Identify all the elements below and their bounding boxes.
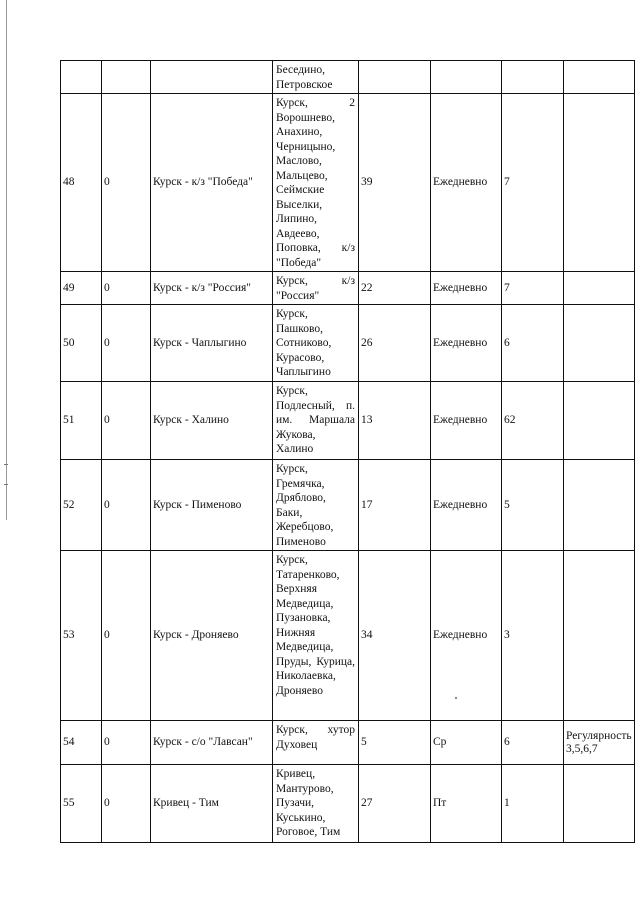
route-number-cell: 54 <box>61 721 102 765</box>
route-trips-cell: 1 <box>502 765 564 843</box>
scan-margin-tick <box>4 464 8 465</box>
scan-margin-line <box>6 0 7 520</box>
route-number-cell: 53 <box>61 551 102 721</box>
route-stops-cell: Курск, Татаренково, Верхняя Медведица, Пузановка, Нижняя Медведица, Пруды, Курица, Николаевка, Дроняево <box>273 551 359 721</box>
route-stops-cell: Курск, хутор Духовец <box>273 721 359 765</box>
route-number-cell: 48 <box>61 94 102 272</box>
route-length-cell: 13 <box>359 382 431 460</box>
scan-margin-tick <box>4 484 8 485</box>
route-number-cell: 50 <box>61 305 102 382</box>
route-schedule-cell: Ежедневно <box>431 272 502 305</box>
route-name-cell: Курск - Чаплыгино <box>151 305 273 382</box>
route-trips-cell <box>502 61 564 94</box>
route-number-cell: 49 <box>61 272 102 305</box>
route-code-cell: 0 <box>102 460 151 551</box>
route-trips-cell: 3 <box>502 551 564 721</box>
route-code-cell: 0 <box>102 765 151 843</box>
route-note-cell: Регулярность 3,5,6,7 <box>564 721 635 765</box>
route-trips-cell: 5 <box>502 460 564 551</box>
route-note-cell <box>564 272 635 305</box>
route-code-cell: 0 <box>102 305 151 382</box>
route-length-cell: 5 <box>359 721 431 765</box>
route-name-cell: Курск - к/з "Россия" <box>151 272 273 305</box>
route-stops-cell: Курск, Гремячка, Дряблово, Баки, Жеребцово, Пименово <box>273 460 359 551</box>
route-trips-cell: 6 <box>502 305 564 382</box>
route-code-cell <box>102 61 151 94</box>
route-code-cell: 0 <box>102 721 151 765</box>
route-code-cell: 0 <box>102 94 151 272</box>
route-note-cell <box>564 305 635 382</box>
table-row <box>61 765 635 843</box>
route-schedule-cell: Ежедневно <box>431 94 502 272</box>
route-length-cell: 27 <box>359 765 431 843</box>
route-name-cell: Курск - к/з "Победа" <box>151 94 273 272</box>
table-row <box>61 721 635 765</box>
route-stops-cell: Курск, Пашково, Сотниково, Курасово, Чаплыгино <box>273 305 359 382</box>
route-length-cell: 39 <box>359 94 431 272</box>
route-number-cell: 51 <box>61 382 102 460</box>
route-name-cell: Курск - Дроняево <box>151 551 273 721</box>
route-schedule-cell: Ежедневно <box>431 551 502 721</box>
route-length-cell: 17 <box>359 460 431 551</box>
route-trips-cell: 7 <box>502 272 564 305</box>
route-note-cell <box>564 61 635 94</box>
route-note-cell <box>564 551 635 721</box>
route-code-cell: 0 <box>102 272 151 305</box>
route-length-cell: 26 <box>359 305 431 382</box>
table-row <box>61 460 635 551</box>
table-row <box>61 272 635 305</box>
route-code-cell: 0 <box>102 551 151 721</box>
route-stops-cell: Курск, к/з "Россия" <box>273 272 359 305</box>
route-schedule-cell: Ежедневно <box>431 382 502 460</box>
route-stops-cell: Курск, Подлесный, п. им. Маршала Жукова, Халино <box>273 382 359 460</box>
route-number-cell <box>61 61 102 94</box>
route-length-cell: 22 <box>359 272 431 305</box>
route-code-cell: 0 <box>102 382 151 460</box>
route-note-cell <box>564 765 635 843</box>
table-row <box>61 551 635 721</box>
route-length-cell <box>359 61 431 94</box>
route-trips-cell: 62 <box>502 382 564 460</box>
route-stops-cell: Курск, 2 Ворошнево, Анахино, Черницыно, Маслово, Мальцево, Сеймские Выселки, Липино, Авдеево, Поповка, к/з "Победа" <box>273 94 359 272</box>
route-schedule-cell <box>431 61 502 94</box>
route-number-cell: 52 <box>61 460 102 551</box>
route-stops-cell: Беседино, Петровское <box>273 61 359 94</box>
route-stops-cell: Кривец, Мантурово, Пузачи, Куськино, Роговое, Тим <box>273 765 359 843</box>
route-name-cell <box>151 61 273 94</box>
route-length-cell: 34 <box>359 551 431 721</box>
route-schedule-cell: Ежедневно <box>431 305 502 382</box>
route-note-cell <box>564 460 635 551</box>
route-number-cell: 55 <box>61 765 102 843</box>
route-note-cell <box>564 94 635 272</box>
table-row <box>61 94 635 272</box>
route-name-cell: Курск - Пименово <box>151 460 273 551</box>
bus-routes-table <box>60 60 635 843</box>
route-note-cell <box>564 382 635 460</box>
table-row <box>61 305 635 382</box>
route-trips-cell: 6 <box>502 721 564 765</box>
route-name-cell: Кривец - Тим <box>151 765 273 843</box>
route-schedule-cell: Ежедневно <box>431 460 502 551</box>
route-schedule-cell: Пт <box>431 765 502 843</box>
route-trips-cell: 7 <box>502 94 564 272</box>
table-row-continuation <box>61 61 635 94</box>
route-name-cell: Курск - Халино <box>151 382 273 460</box>
table-row <box>61 382 635 460</box>
route-name-cell: Курск - с/о "Лавсан" <box>151 721 273 765</box>
route-schedule-cell: Ср <box>431 721 502 765</box>
